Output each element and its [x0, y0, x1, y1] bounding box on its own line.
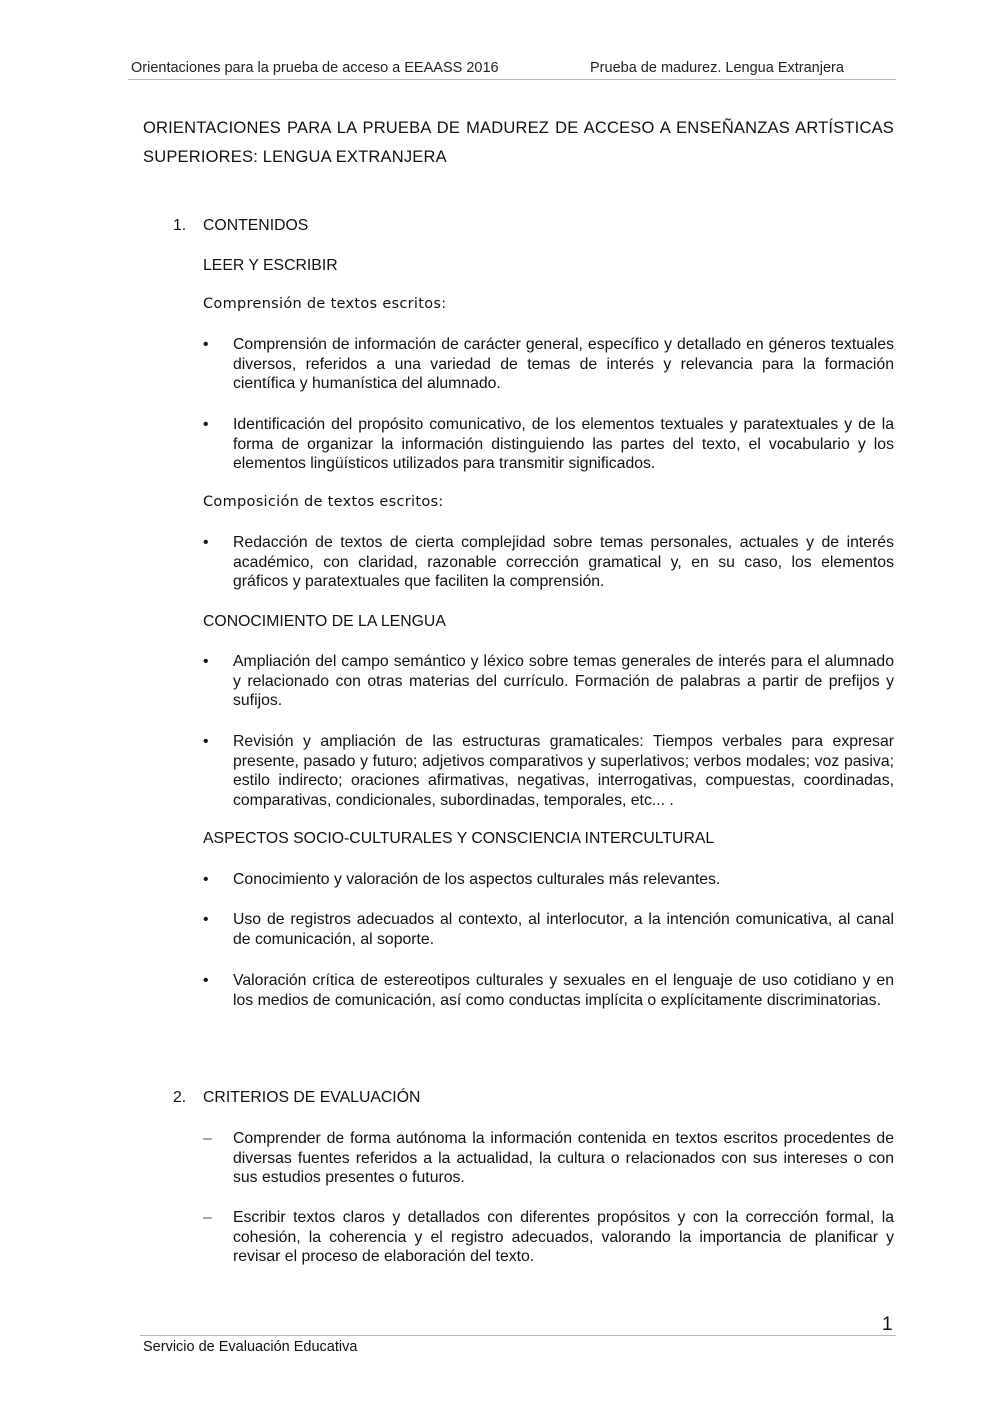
footer-text: Servicio de Evaluación Educativa [143, 1339, 358, 1355]
dash-icon: – [203, 1130, 212, 1147]
list-item: • Valoración crítica de estereotipos culturales y sexuales en el lenguaje de uso cotidiano y en los medios de comunicación, así como conductas implícita o explícitamente discriminatorias. [203, 972, 894, 1009]
list-item: • Revisión y ampliación de las estructuras gramaticales: Tiempos verbales para expresar presente, pasado y futuro; adjetivos comparativos y superlativos; verbos modales; voz pasiva; estilo indirecto; oraciones afirmativas, negativas, interrogativas, compuestas, coordinadas, comparativas, condicionales, subordinadas, temporales, etc... . [203, 733, 894, 809]
dash-icon: – [203, 1209, 212, 1226]
list-item: • Conocimiento y valoración de los aspectos culturales más relevantes. [203, 871, 721, 888]
list-item: – Comprender de forma autónoma la información contenida en textos escritos procedentes de diversas fuentes referidos a la actualidad, la cultura o relacionados con sus intereses o con sus estudios presentes o futuros. [203, 1130, 894, 1187]
list-item: • Comprensión de información de carácter general, específico y detallado en géneros textuales diversos, referidos a una variedad de temas de interés y relevancia para la formación científica y humanística del alumnado. [203, 336, 894, 393]
list-item: • Ampliación del campo semántico y léxico sobre temas generales de interés para el alumnado y relacionado con otras materias del currículo. Formación de palabras a partir de prefijos y sufijos. [203, 653, 894, 710]
bullet-icon: • [203, 972, 209, 989]
bullet-icon: • [203, 416, 209, 433]
bullet-icon: • [203, 733, 209, 750]
list-item: • Identificación del propósito comunicativo, de los elementos textuales y paratextuales y de la forma de organizar la información distinguiendo las partes del texto, el vocabulario y los elementos lingüísticos utilizados para transmitir significados. [203, 416, 894, 473]
section-1-number: 1. [173, 217, 187, 234]
subheading-aspectos: ASPECTOS SOCIO-CULTURALES Y CONSCIENCIA INTERCULTURAL [203, 830, 715, 847]
header-left: Orientaciones para la prueba de acceso a EEAASS 2016 [131, 60, 499, 76]
label-comprension: Comprensión de textos escritos: [203, 296, 447, 312]
section-1-heading: CONTENIDOS [203, 217, 309, 234]
bullet-icon: • [203, 653, 209, 670]
footer-divider [140, 1335, 896, 1336]
page-number: 1 [882, 1314, 893, 1335]
label-composicion: Composición de textos escritos: [203, 494, 444, 510]
subheading-leer-escribir: LEER Y ESCRIBIR [203, 257, 338, 274]
bullet-icon: • [203, 871, 209, 888]
bullet-icon: • [203, 336, 209, 353]
header-divider [128, 79, 896, 80]
list-item: – Escribir textos claros y detallados con diferentes propósitos y con la corrección formal, la cohesión, la coherencia y el registro adecuados, valorando la importancia de planificar y revisar el proceso de elaboración del texto. [203, 1209, 894, 1266]
section-2-heading: CRITERIOS DE EVALUACIÓN [203, 1089, 421, 1106]
bullet-icon: • [203, 534, 209, 551]
header-right: Prueba de madurez. Lengua Extranjera [590, 60, 844, 76]
document-title: ORIENTACIONES PARA LA PRUEBA DE MADUREZ DE ACCESO A ENSEÑANZAS ARTÍSTICAS SUPERIORES: LENGUA EXTRANJERA [143, 119, 894, 166]
bullet-icon: • [203, 911, 209, 928]
subheading-conocimiento: CONOCIMIENTO DE LA LENGUA [203, 613, 446, 630]
list-item: • Redacción de textos de cierta complejidad sobre temas personales, actuales y de interés académico, con claridad, razonable corrección gramatical y, en su caso, los elementos gráficos y paratextuales que faciliten la comprensión. [203, 534, 894, 591]
section-2-number: 2. [173, 1089, 187, 1106]
list-item: • Uso de registros adecuados al contexto, al interlocutor, a la intención comunicativa, al canal de comunicación, al soporte. [203, 911, 894, 948]
